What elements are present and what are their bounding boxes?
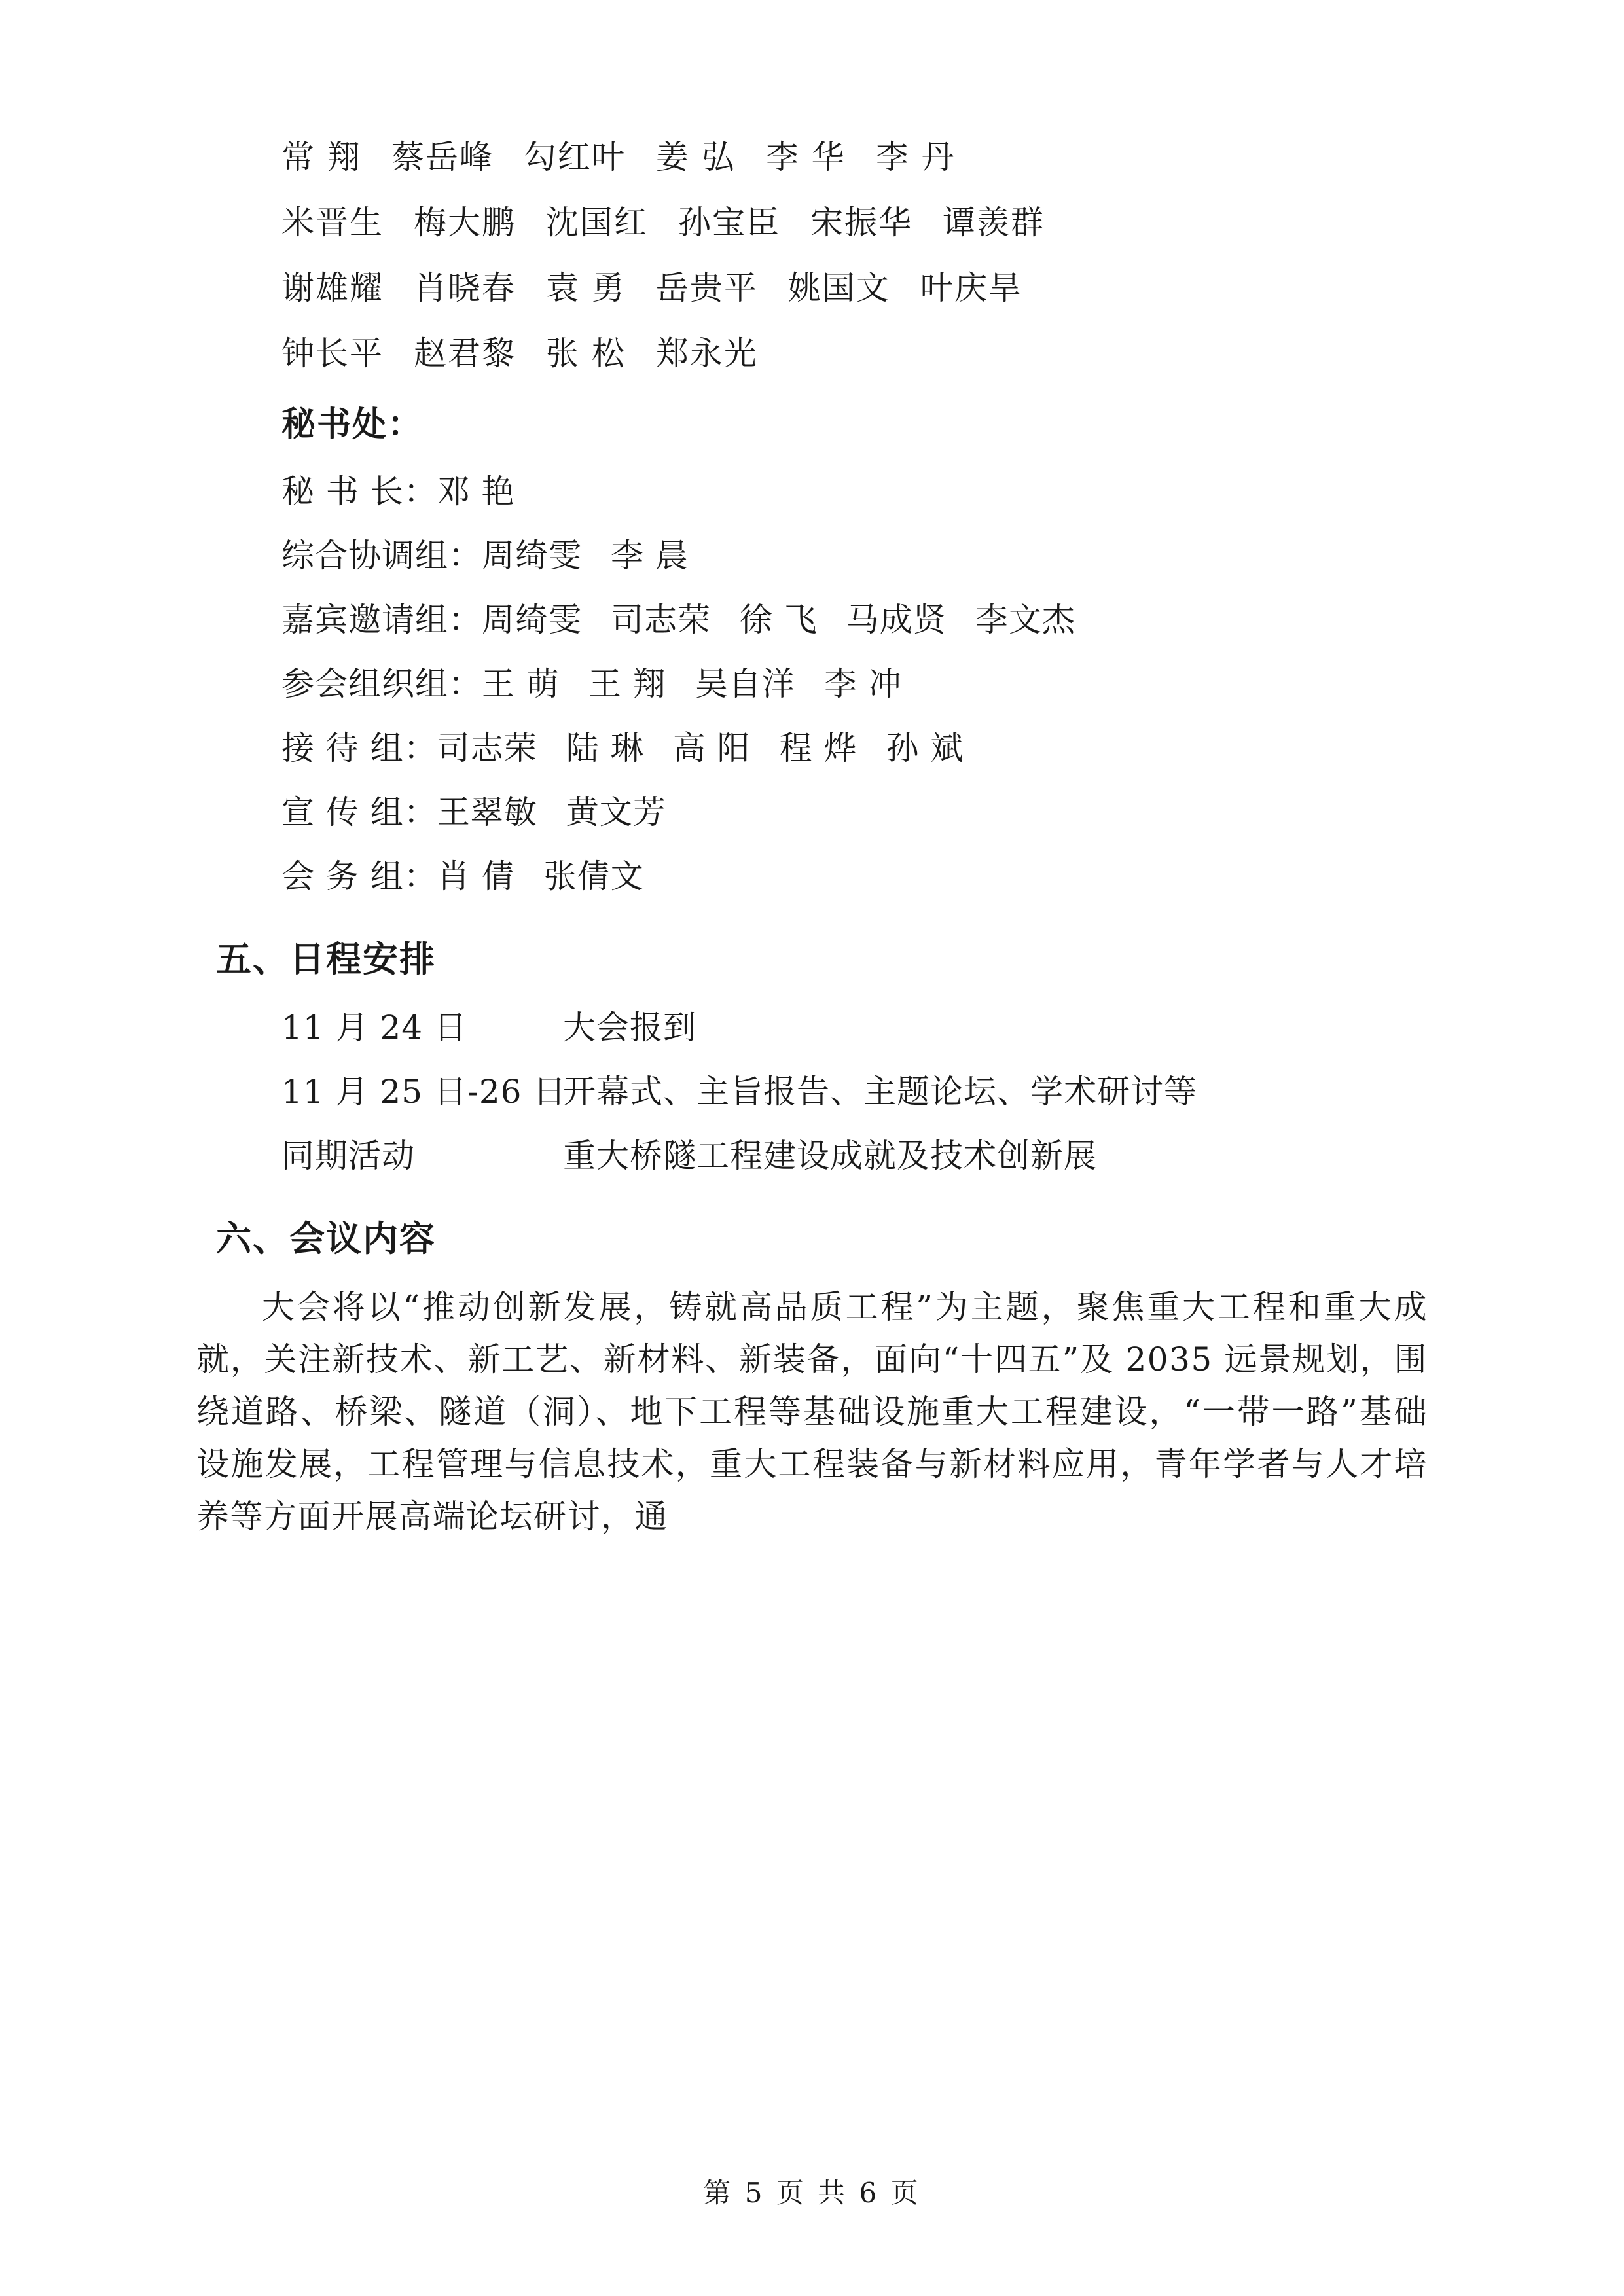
secretariat-group-label: 嘉宾邀请组： bbox=[281, 601, 482, 639]
schedule-date: 11 月 25 日-26 日 bbox=[281, 1073, 567, 1111]
schedule-row bbox=[196, 1001, 1428, 1049]
committee-member-name: 梅大鹏 bbox=[414, 204, 516, 242]
committee-member-name: 常 翔 bbox=[281, 138, 361, 176]
secretariat-group-row bbox=[196, 465, 1428, 512]
secretariat-group-members bbox=[437, 473, 544, 511]
secretariat-group-label: 会 务 组： bbox=[281, 857, 437, 895]
committee-member-name: 勾红叶 bbox=[523, 138, 626, 176]
name-row bbox=[196, 262, 1428, 309]
committee-member-name: 袁 勇 bbox=[546, 269, 626, 307]
secretariat-member-name: 高 阳 bbox=[672, 729, 751, 767]
schedule-date: 11 月 24 日 bbox=[281, 1009, 467, 1047]
committee-member-name: 叶庆旱 bbox=[920, 269, 1022, 307]
secretariat-group-row bbox=[196, 850, 1428, 897]
secretariat-group-label: 接 待 组： bbox=[281, 729, 437, 767]
secretariat-group-members bbox=[437, 793, 695, 831]
meeting-content-paragraph: 大会将以“推动创新发展，铸就高品质工程”为主题，聚焦重大工程和重大成就，关注新技术、新工艺、新材料、新装备，面向“十四五”及 2035 远景规划，围绕道路、桥梁、隧道（洞）、地下工程等基础设施重大工程建设，“一带一路”基础设施发展，工程管理与信息技术，重大工程装备与新材料应用，青年学者与人才培养等方面开展高端论坛研讨，通 bbox=[196, 1288, 1428, 1535]
secretariat-member-name: 周绮雯 bbox=[482, 537, 582, 575]
name-row bbox=[196, 327, 1428, 374]
secretariat-group-row bbox=[196, 786, 1428, 833]
committee-member-name: 李 华 bbox=[765, 138, 846, 176]
secretariat-group-members bbox=[482, 601, 1104, 639]
secretariat-group-row bbox=[196, 658, 1428, 705]
name-row bbox=[196, 131, 1428, 178]
secretariat-member-name: 王翠敏 bbox=[437, 793, 537, 831]
secretariat-group-row bbox=[196, 722, 1428, 769]
secretariat-group-label: 宣 传 组： bbox=[281, 793, 437, 831]
committee-member-name: 钟长平 bbox=[281, 334, 384, 372]
name-row bbox=[196, 196, 1428, 243]
secretariat-member-name: 马成贤 bbox=[846, 601, 947, 639]
secretariat-member-name: 程 烨 bbox=[779, 729, 857, 767]
secretariat-member-name: 周绮雯 bbox=[482, 601, 582, 639]
committee-member-name: 赵君黎 bbox=[414, 334, 516, 372]
secretariat-member-name: 吴自洋 bbox=[695, 665, 795, 703]
schedule-date: 同期活动 bbox=[281, 1137, 415, 1175]
secretariat-member-name: 李文杰 bbox=[975, 601, 1075, 639]
schedule-activity: 重大桥隧工程建设成就及技术创新展 bbox=[563, 1137, 1097, 1175]
secretariat-member-name: 黄文芳 bbox=[566, 793, 666, 831]
secretariat-group-members bbox=[482, 665, 931, 703]
section-title-schedule: 五、日程安排 bbox=[216, 938, 436, 980]
secretariat-heading: 秘书处： bbox=[281, 404, 424, 444]
schedule-activity: 开幕式、主旨报告、主题论坛、学术研讨等 bbox=[563, 1073, 1197, 1111]
secretariat-group-label: 参会组织组： bbox=[281, 665, 482, 703]
committee-name-list bbox=[196, 131, 1428, 374]
schedule-activity: 大会报到 bbox=[563, 1009, 696, 1047]
committee-member-name: 肖晓春 bbox=[414, 269, 516, 307]
secretariat-member-name: 张倩文 bbox=[543, 857, 644, 895]
secretariat-group-members bbox=[437, 857, 673, 895]
secretariat-member-name: 李 晨 bbox=[611, 537, 689, 575]
secretariat-member-name: 王 萌 bbox=[482, 665, 560, 703]
committee-member-name: 姜 弘 bbox=[655, 138, 736, 176]
secretariat-member-name: 李 冲 bbox=[823, 665, 902, 703]
secretariat-member-name: 邓 艳 bbox=[437, 473, 515, 511]
section-title-content: 六、会议内容 bbox=[216, 1217, 436, 1259]
committee-member-name: 郑永光 bbox=[655, 334, 758, 372]
committee-member-name: 谢雄耀 bbox=[281, 269, 384, 307]
secretariat-member-name: 徐 飞 bbox=[740, 601, 818, 639]
secretariat-group-label: 综合协调组： bbox=[281, 537, 482, 575]
schedule-row bbox=[196, 1130, 1428, 1177]
secretariat-group-members bbox=[437, 729, 993, 767]
secretariat-group-row bbox=[196, 529, 1428, 577]
committee-member-name: 张 松 bbox=[546, 334, 626, 372]
secretariat-member-name: 孙 斌 bbox=[886, 729, 964, 767]
schedule-list bbox=[196, 1001, 1428, 1177]
secretariat-member-name: 王 翔 bbox=[588, 665, 666, 703]
committee-member-name: 李 丹 bbox=[875, 138, 956, 176]
secretariat-member-name: 肖 倩 bbox=[437, 857, 515, 895]
page-footer: 第 5 页 共 6 页 bbox=[703, 2177, 921, 2209]
committee-member-name: 宋振华 bbox=[810, 204, 912, 242]
committee-member-name: 蔡岳峰 bbox=[391, 138, 494, 176]
committee-member-name: 孙宝臣 bbox=[678, 204, 780, 242]
secretariat-group-label: 秘 书 长： bbox=[281, 473, 437, 511]
secretariat-group-list bbox=[196, 465, 1428, 897]
secretariat-group-row bbox=[196, 594, 1428, 641]
schedule-row bbox=[196, 1066, 1428, 1113]
secretariat-member-name: 司志荣 bbox=[437, 729, 537, 767]
committee-member-name: 米晋生 bbox=[281, 204, 384, 242]
committee-member-name: 沈国红 bbox=[546, 204, 648, 242]
secretariat-member-name: 司志荣 bbox=[611, 601, 711, 639]
secretariat-group-members bbox=[482, 537, 717, 575]
committee-member-name: 姚国文 bbox=[787, 269, 890, 307]
committee-member-name: 谭羡群 bbox=[943, 204, 1045, 242]
committee-member-name: 岳贵平 bbox=[655, 269, 758, 307]
secretariat-member-name: 陆 琳 bbox=[566, 729, 644, 767]
